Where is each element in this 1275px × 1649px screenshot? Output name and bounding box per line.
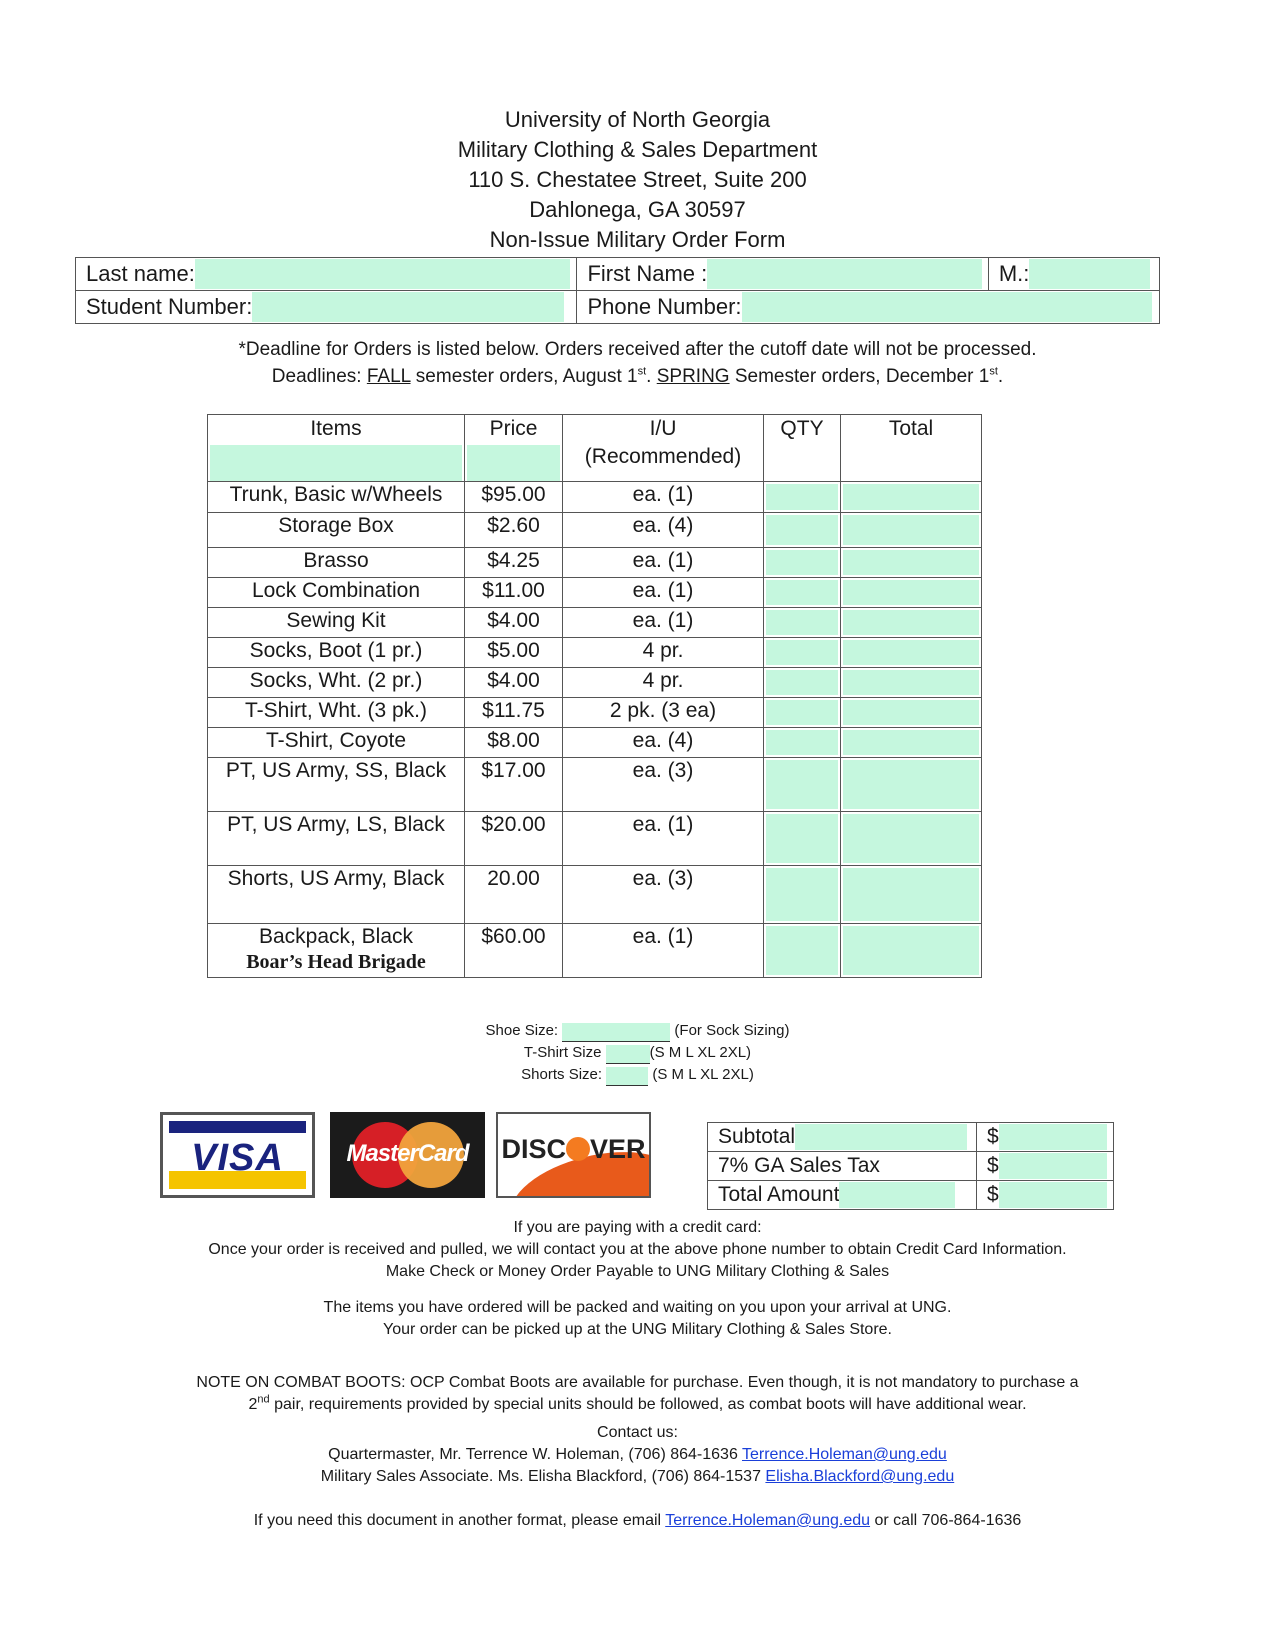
price-header: Price [465, 415, 563, 482]
student-info-table [75, 257, 1160, 324]
subtotal-row [708, 1123, 1114, 1152]
item-price-cell: $20.00 [465, 812, 563, 866]
item-row [208, 866, 982, 924]
shorts-size-note: (S M L XL 2XL) [652, 1066, 754, 1083]
qty-field [764, 513, 841, 548]
middle-initial-label: M.: [998, 261, 1030, 286]
qty-field-input[interactable] [766, 868, 838, 921]
student-number-field[interactable] [252, 292, 564, 322]
item-row [208, 513, 982, 548]
student-number-label: Student Number: [86, 294, 253, 319]
credit-card-info [0, 1217, 1275, 1283]
visa-logo: VISA [160, 1112, 315, 1198]
city-state-zip: Dahlonega, GA 30597 [529, 197, 746, 222]
total-field-input[interactable] [843, 814, 979, 863]
brigade-note: Boar’s Head Brigade [246, 951, 426, 973]
pickup-info [0, 1297, 1275, 1341]
item-price-cell: $2.60 [465, 513, 563, 548]
total-field-input[interactable] [843, 926, 979, 975]
qty-field-input[interactable] [766, 730, 838, 755]
shorts-size-label: Shorts Size: [521, 1066, 603, 1083]
street-address: 110 S. Chestatee Street, Suite 200 [468, 167, 807, 192]
items-custom-field[interactable] [210, 445, 462, 481]
discover-logo: DISC VER [496, 1112, 651, 1198]
total-field [841, 638, 982, 668]
payable-to-note: Make Check or Money Order Payable to UNG Military Clothing & Sales [385, 1263, 890, 1280]
items-header-row [208, 415, 982, 482]
tshirt-size-label: T-Shirt Size [523, 1044, 602, 1061]
total-row [708, 1181, 1114, 1210]
total-field-input[interactable] [843, 484, 979, 510]
item-iu-cell: ea. (1) [563, 548, 764, 578]
contact-section [0, 1422, 1275, 1488]
item-row [208, 698, 982, 728]
form-title: Non-Issue Military Order Form [489, 227, 786, 252]
deadline-dates: Deadlines: FALL semester orders, August 1st. SPRING Semester orders, December 1st. [271, 365, 1004, 387]
total-amount-field[interactable] [999, 1182, 1107, 1208]
item-price-cell: $8.00 [465, 728, 563, 758]
item-name-cell: Storage Box [208, 513, 465, 548]
shorts-size-field[interactable] [606, 1067, 648, 1086]
quartermaster-contact: Quartermaster, Mr. Terrence W. Holeman, (706) 864-1636 Terrence.Holeman@ung.edu [328, 1446, 947, 1463]
qty-field [764, 482, 841, 513]
contact-heading: Contact us: [597, 1424, 678, 1441]
subtotal-amount-field[interactable] [999, 1124, 1107, 1150]
tax-amount-field[interactable] [999, 1153, 1107, 1179]
qty-field [764, 638, 841, 668]
total-field [841, 482, 982, 513]
total-field-input[interactable] [843, 868, 979, 921]
fall-label: FALL [366, 366, 411, 387]
item-name-cell: T-Shirt, Coyote [208, 728, 465, 758]
item-iu-cell: 4 pr. [563, 668, 764, 698]
total-field [841, 578, 982, 608]
total-field [841, 513, 982, 548]
item-row [208, 924, 982, 978]
qty-field-input[interactable] [766, 760, 838, 809]
pickup-note: Your order can be picked up at the UNG Military Clothing & Sales Store. [383, 1321, 892, 1338]
item-row [208, 638, 982, 668]
item-iu-cell: ea. (1) [563, 608, 764, 638]
item-iu-cell: ea. (3) [563, 758, 764, 812]
total-field [841, 698, 982, 728]
total-field-input[interactable] [843, 580, 979, 605]
qty-field-input[interactable] [766, 700, 838, 725]
item-name-cell: PT, US Army, SS, Black [208, 758, 465, 812]
item-row [208, 668, 982, 698]
total-field [841, 924, 982, 978]
total-amount-label: Total Amount [718, 1182, 840, 1206]
qty-field-input[interactable] [766, 640, 838, 665]
item-iu-cell: ea. (1) [563, 924, 764, 978]
item-price-cell: $95.00 [465, 482, 563, 513]
tshirt-size-field[interactable] [606, 1045, 650, 1064]
item-row [208, 728, 982, 758]
qty-header: QTY [764, 415, 841, 482]
item-price-cell: $4.00 [465, 668, 563, 698]
item-name-cell: Backpack, Black Boar’s Head Brigade [208, 924, 465, 978]
item-iu-cell: ea. (4) [563, 728, 764, 758]
deadline-warning: *Deadline for Orders is listed below. Orders received after the cutoff date will not be processed. [238, 339, 1037, 360]
shoe-size-label: Shoe Size: [485, 1022, 559, 1039]
item-row [208, 482, 982, 513]
sales-associate-email-link[interactable]: Elisha.Blackford@ung.edu [765, 1468, 955, 1485]
total-field-input[interactable] [843, 730, 979, 755]
total-field-input[interactable] [843, 670, 979, 695]
item-price-cell: $11.00 [465, 578, 563, 608]
items-header: Items [208, 415, 465, 482]
credit-card-heading: If you are paying with a credit card: [513, 1219, 762, 1236]
item-price-cell: $60.00 [465, 924, 563, 978]
total-field [841, 866, 982, 924]
spring-label: SPRING [656, 366, 730, 387]
qty-field [764, 758, 841, 812]
item-price-cell: $4.00 [465, 608, 563, 638]
total-field [841, 608, 982, 638]
item-name-cell: Brasso [208, 548, 465, 578]
total-currency: $ [987, 1182, 999, 1206]
total-label-field[interactable] [839, 1182, 955, 1208]
item-name-cell: Lock Combination [208, 578, 465, 608]
item-name-cell: Trunk, Basic w/Wheels [208, 482, 465, 513]
total-field-input[interactable] [843, 640, 979, 665]
item-price-cell: $17.00 [465, 758, 563, 812]
shoe-size-row [0, 1020, 1275, 1042]
tax-row [708, 1152, 1114, 1181]
qty-field [764, 728, 841, 758]
qty-field [764, 548, 841, 578]
total-field [841, 668, 982, 698]
qty-field-input[interactable] [766, 515, 838, 545]
total-field [841, 728, 982, 758]
qty-field [764, 608, 841, 638]
form-header [0, 105, 1275, 255]
totals-table [707, 1122, 1114, 1210]
university-name: University of North Georgia [504, 107, 771, 132]
item-price-cell: $4.25 [465, 548, 563, 578]
item-iu-cell: ea. (1) [563, 578, 764, 608]
size-section [0, 1020, 1275, 1086]
item-row [208, 812, 982, 866]
tshirt-size-row [0, 1042, 1275, 1064]
qty-field-input[interactable] [766, 550, 838, 575]
qty-field-input[interactable] [766, 580, 838, 605]
item-name-cell: Socks, Wht. (2 pr.) [208, 668, 465, 698]
total-field-input[interactable] [843, 515, 979, 545]
qty-field [764, 698, 841, 728]
items-table [207, 414, 982, 978]
item-name-cell: PT, US Army, LS, Black [208, 812, 465, 866]
alternate-format-note: If you need this document in another format, please email Terrence.Holeman@ung.edu or call 706-864-1636 [253, 1512, 1022, 1529]
item-row [208, 548, 982, 578]
item-name-cell: Sewing Kit [208, 608, 465, 638]
total-field [841, 548, 982, 578]
item-name-cell: T-Shirt, Wht. (3 pk.) [208, 698, 465, 728]
deadline-notice [0, 336, 1275, 390]
phone-number-field[interactable] [742, 292, 1152, 322]
item-row [208, 578, 982, 608]
mastercard-logo: MasterCard [330, 1112, 485, 1198]
phone-number-label: Phone Number: [587, 294, 742, 319]
item-row [208, 608, 982, 638]
item-iu-cell: ea. (1) [563, 812, 764, 866]
item-price-cell: $5.00 [465, 638, 563, 668]
item-iu-cell: ea. (3) [563, 866, 764, 924]
qty-field [764, 866, 841, 924]
item-price-cell: 20.00 [465, 866, 563, 924]
last-name-label: Last name: [86, 261, 195, 286]
packing-note: The items you have ordered will be packed and waiting on you upon your arrival at UNG. [323, 1299, 952, 1316]
combat-boots-note: NOTE ON COMBAT BOOTS: OCP Combat Boots are available for purchase. Even though, it is not mandatory to purchase a 2nd pair, requirements provided by special units should be followed, as combat boots will have additional wear. [196, 1374, 1079, 1413]
first-name-field[interactable] [707, 259, 982, 289]
department-name: Military Clothing & Sales Department [457, 137, 818, 162]
qty-field-input[interactable] [766, 610, 838, 635]
sales-associate-contact: Military Sales Associate. Ms. Elisha Blackford, (706) 864-1537 Elisha.Blackford@ung.edu [320, 1468, 955, 1485]
total-field-input[interactable] [843, 550, 979, 575]
iu-header: I/U (Recommended) [563, 415, 764, 482]
total-field-input[interactable] [843, 760, 979, 809]
item-name-cell: Socks, Boot (1 pr.) [208, 638, 465, 668]
subtotal-label-field[interactable] [795, 1124, 967, 1150]
shoe-size-note: (For Sock Sizing) [674, 1022, 790, 1039]
subtotal-currency: $ [987, 1124, 999, 1148]
shoe-size-field[interactable] [562, 1023, 670, 1042]
item-iu-cell: ea. (1) [563, 482, 764, 513]
tax-currency: $ [987, 1153, 999, 1177]
qty-field-input[interactable] [766, 670, 838, 695]
qty-field [764, 668, 841, 698]
item-row [208, 758, 982, 812]
item-iu-cell: 2 pk. (3 ea) [563, 698, 764, 728]
qty-field-input[interactable] [766, 814, 838, 863]
item-iu-cell: ea. (4) [563, 513, 764, 548]
price-custom-field[interactable] [467, 445, 560, 481]
alternate-format-email-link[interactable]: Terrence.Holeman@ung.edu [665, 1512, 871, 1529]
qty-field [764, 924, 841, 978]
tax-label: 7% GA Sales Tax [718, 1154, 880, 1177]
middle-initial-field[interactable] [1029, 259, 1150, 289]
qty-field-input[interactable] [766, 484, 838, 510]
total-header: Total [841, 415, 982, 482]
subtotal-label: Subtotal [718, 1124, 796, 1148]
total-field-input[interactable] [843, 700, 979, 725]
qty-field-input[interactable] [766, 926, 838, 975]
credit-card-instructions: Once your order is received and pulled, we will contact you at the above phone number to obtain Credit Card Information. [208, 1241, 1067, 1258]
total-field-input[interactable] [843, 610, 979, 635]
item-price-cell: $11.75 [465, 698, 563, 728]
tshirt-size-note: (S M L XL 2XL) [649, 1044, 752, 1061]
first-name-label: First Name : [587, 261, 708, 286]
quartermaster-email-link[interactable]: Terrence.Holeman@ung.edu [742, 1446, 947, 1463]
total-field [841, 758, 982, 812]
shorts-size-row [0, 1064, 1275, 1086]
item-iu-cell: 4 pr. [563, 638, 764, 668]
item-name-cell: Shorts, US Army, Black [208, 866, 465, 924]
qty-field [764, 578, 841, 608]
last-name-field[interactable] [195, 259, 570, 289]
qty-field [764, 812, 841, 866]
total-field [841, 812, 982, 866]
